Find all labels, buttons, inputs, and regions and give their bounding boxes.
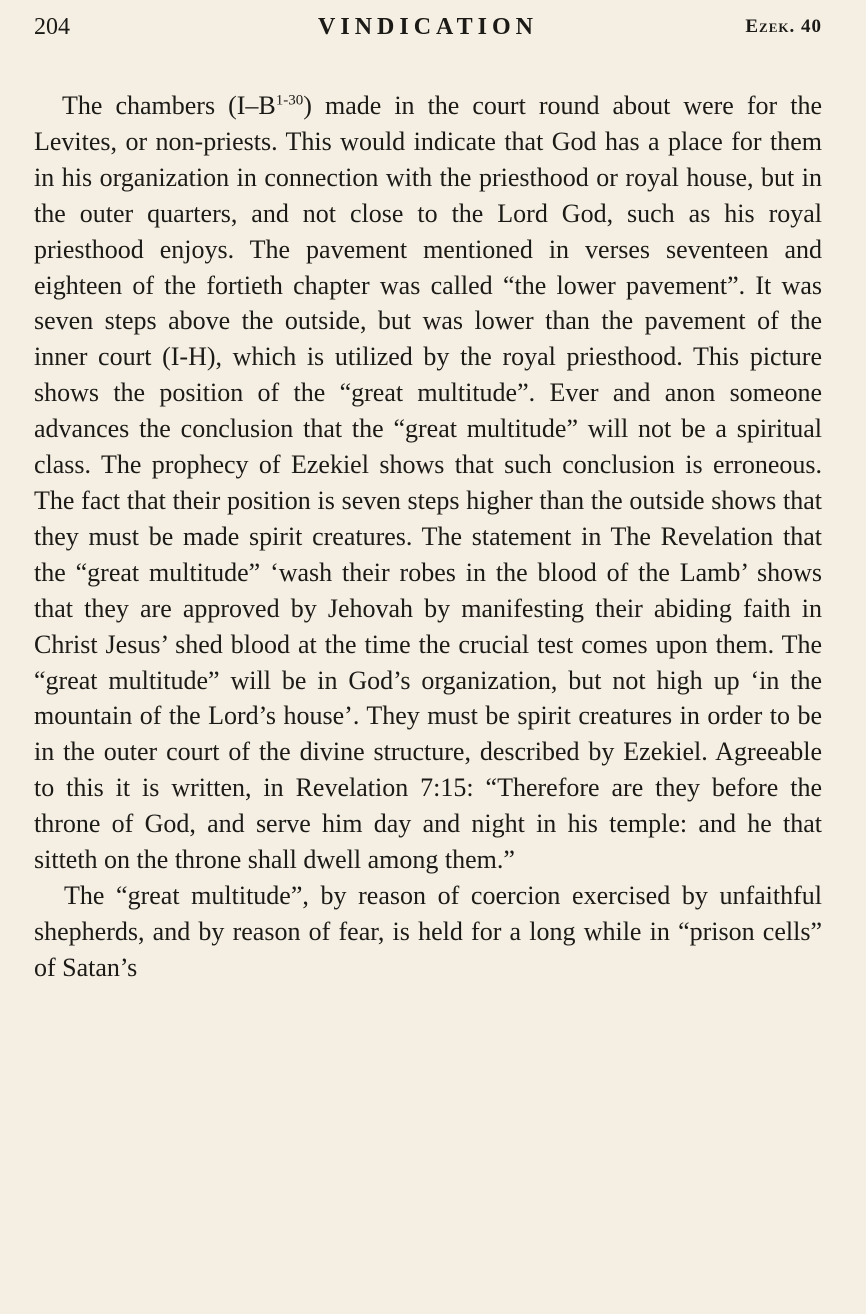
paragraph-2-text: The “great multitude”, by reason of coercion exercised by unfaithful shepherds, and by reason of fear, is held for a long while in “prison cells” of Satan’s	[34, 880, 822, 982]
page-header	[34, 14, 822, 48]
page-number: 204	[34, 14, 70, 40]
paragraph-1	[34, 88, 822, 878]
body-text	[34, 88, 822, 986]
running-title: VINDICATION	[318, 14, 538, 40]
paragraph-1-lead: The chambers (I–B	[62, 91, 276, 120]
paragraph-2	[34, 878, 822, 986]
chapter-reference: Ezek. 40	[745, 16, 822, 37]
paragraph-1-text: ) made in the court round about were for the Levites, or non-priests. This would indicate that God has a place for them in his organization in connection with the priesthood or royal house, but in the outer quarters, and not close to the Lord God, such as his royal priesthood enjoys. The pavement mentioned in verses seventeen and eighteen of the fortieth chapter was called “the lower pavement”. It was seven steps above the outside, but was lower than the pavement of the inner court (I-H), which is utilized by the royal priesthood. This picture shows the position of the “great multitude”. Ever and anon someone advances the conclusion that the “great multitude” will not be a spiritual class. The prophecy of Ezekiel shows that such conclusion is erroneous. The fact that their position is seven steps higher than the outside shows that they must be made spirit creatures. The statement in The Revelation that the “great multitude” ‘wash their robes in the blood of the Lamb’ shows that they are approved by Jehovah by manifesting their abiding faith in Christ Jesus’ shed blood at the time the crucial test comes upon them. The “great multitude” will be in God’s organization, but not high up ‘in the mountain of the Lord’s house’. They must be spirit creatures in order to be in the outer court of the divine structure, described by Ezekiel. Agreeable to this it is written, in Revelation 7:15: “Therefore are they before the throne of God, and serve him day and night in his temple: and he that sitteth on the throne shall dwell among them.”	[34, 91, 823, 875]
paragraph-1-superscript: 1-30	[275, 92, 304, 109]
